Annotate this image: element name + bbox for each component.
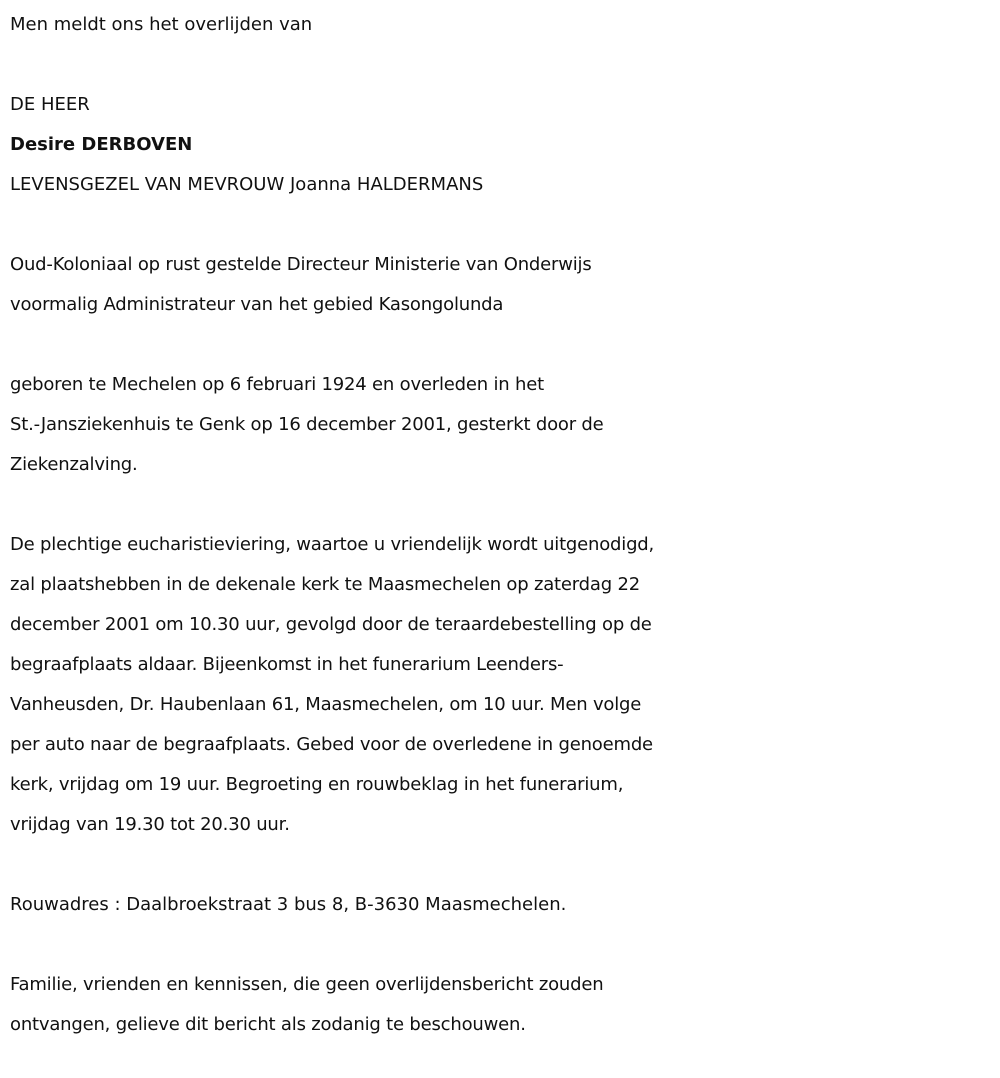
- mourning-address: Rouwadres : Daalbroekstraat 3 bus 8, B-3630 Maasmechelen.: [10, 894, 567, 915]
- spacer: [10, 845, 995, 885]
- ceremony-line: zal plaatshebben in de dekenale kerk te Maasmechelen op zaterdag 22: [10, 574, 640, 595]
- ceremony-line: vrijdag van 19.30 tot 20.30 uur.: [10, 814, 290, 835]
- deceased-name: Desire DERBOVEN: [10, 134, 193, 155]
- ceremony-paragraph: [10, 525, 995, 845]
- spacer: [10, 325, 995, 365]
- ceremony-line: Vanheusden, Dr. Haubenlaan 61, Maasmechelen, om 10 uur. Men volge: [10, 694, 642, 715]
- ceremony-line: De plechtige eucharistieviering, waartoe u vriendelijk wordt uitgenodigd,: [10, 534, 655, 555]
- closing-line: Familie, vrienden en kennissen, die geen overlijdensbericht zouden: [10, 974, 604, 995]
- birth-death-line: St.-Jansziekenhuis te Genk op 16 december 2001, gesterkt door de: [10, 414, 604, 435]
- spacer: [10, 485, 995, 525]
- career-line: voormalig Administrateur van het gebied Kasongolunda: [10, 294, 504, 315]
- career-paragraph: [10, 245, 995, 325]
- closing-line: ontvangen, gelieve dit bericht als zodanig te beschouwen.: [10, 1014, 526, 1035]
- ceremony-line: begraafplaats aldaar. Bijeenkomst in het funerarium Leenders-: [10, 654, 564, 675]
- intro-line: Men meldt ons het overlijden van: [10, 14, 313, 35]
- spacer: [10, 925, 995, 965]
- ceremony-line: december 2001 om 10.30 uur, gevolgd door de teraardebestelling op de: [10, 614, 652, 635]
- birth-death-paragraph: [10, 365, 995, 485]
- birth-death-line: Ziekenzalving.: [10, 454, 138, 475]
- spacer: [10, 45, 995, 85]
- closing-paragraph: [10, 965, 995, 1045]
- birth-death-line: geboren te Mechelen op 6 februari 1924 en overleden in het: [10, 374, 544, 395]
- title-prefix: DE HEER: [10, 94, 90, 115]
- obituary-notice: [10, 5, 995, 1045]
- spacer: [10, 205, 995, 245]
- career-line: Oud-Koloniaal op rust gestelde Directeur Ministerie van Onderwijs: [10, 254, 592, 275]
- partner-line: LEVENSGEZEL VAN MEVROUW Joanna HALDERMANS: [10, 174, 484, 195]
- ceremony-line: kerk, vrijdag om 19 uur. Begroeting en rouwbeklag in het funerarium,: [10, 774, 624, 795]
- ceremony-line: per auto naar de begraafplaats. Gebed voor de overledene in genoemde: [10, 734, 653, 755]
